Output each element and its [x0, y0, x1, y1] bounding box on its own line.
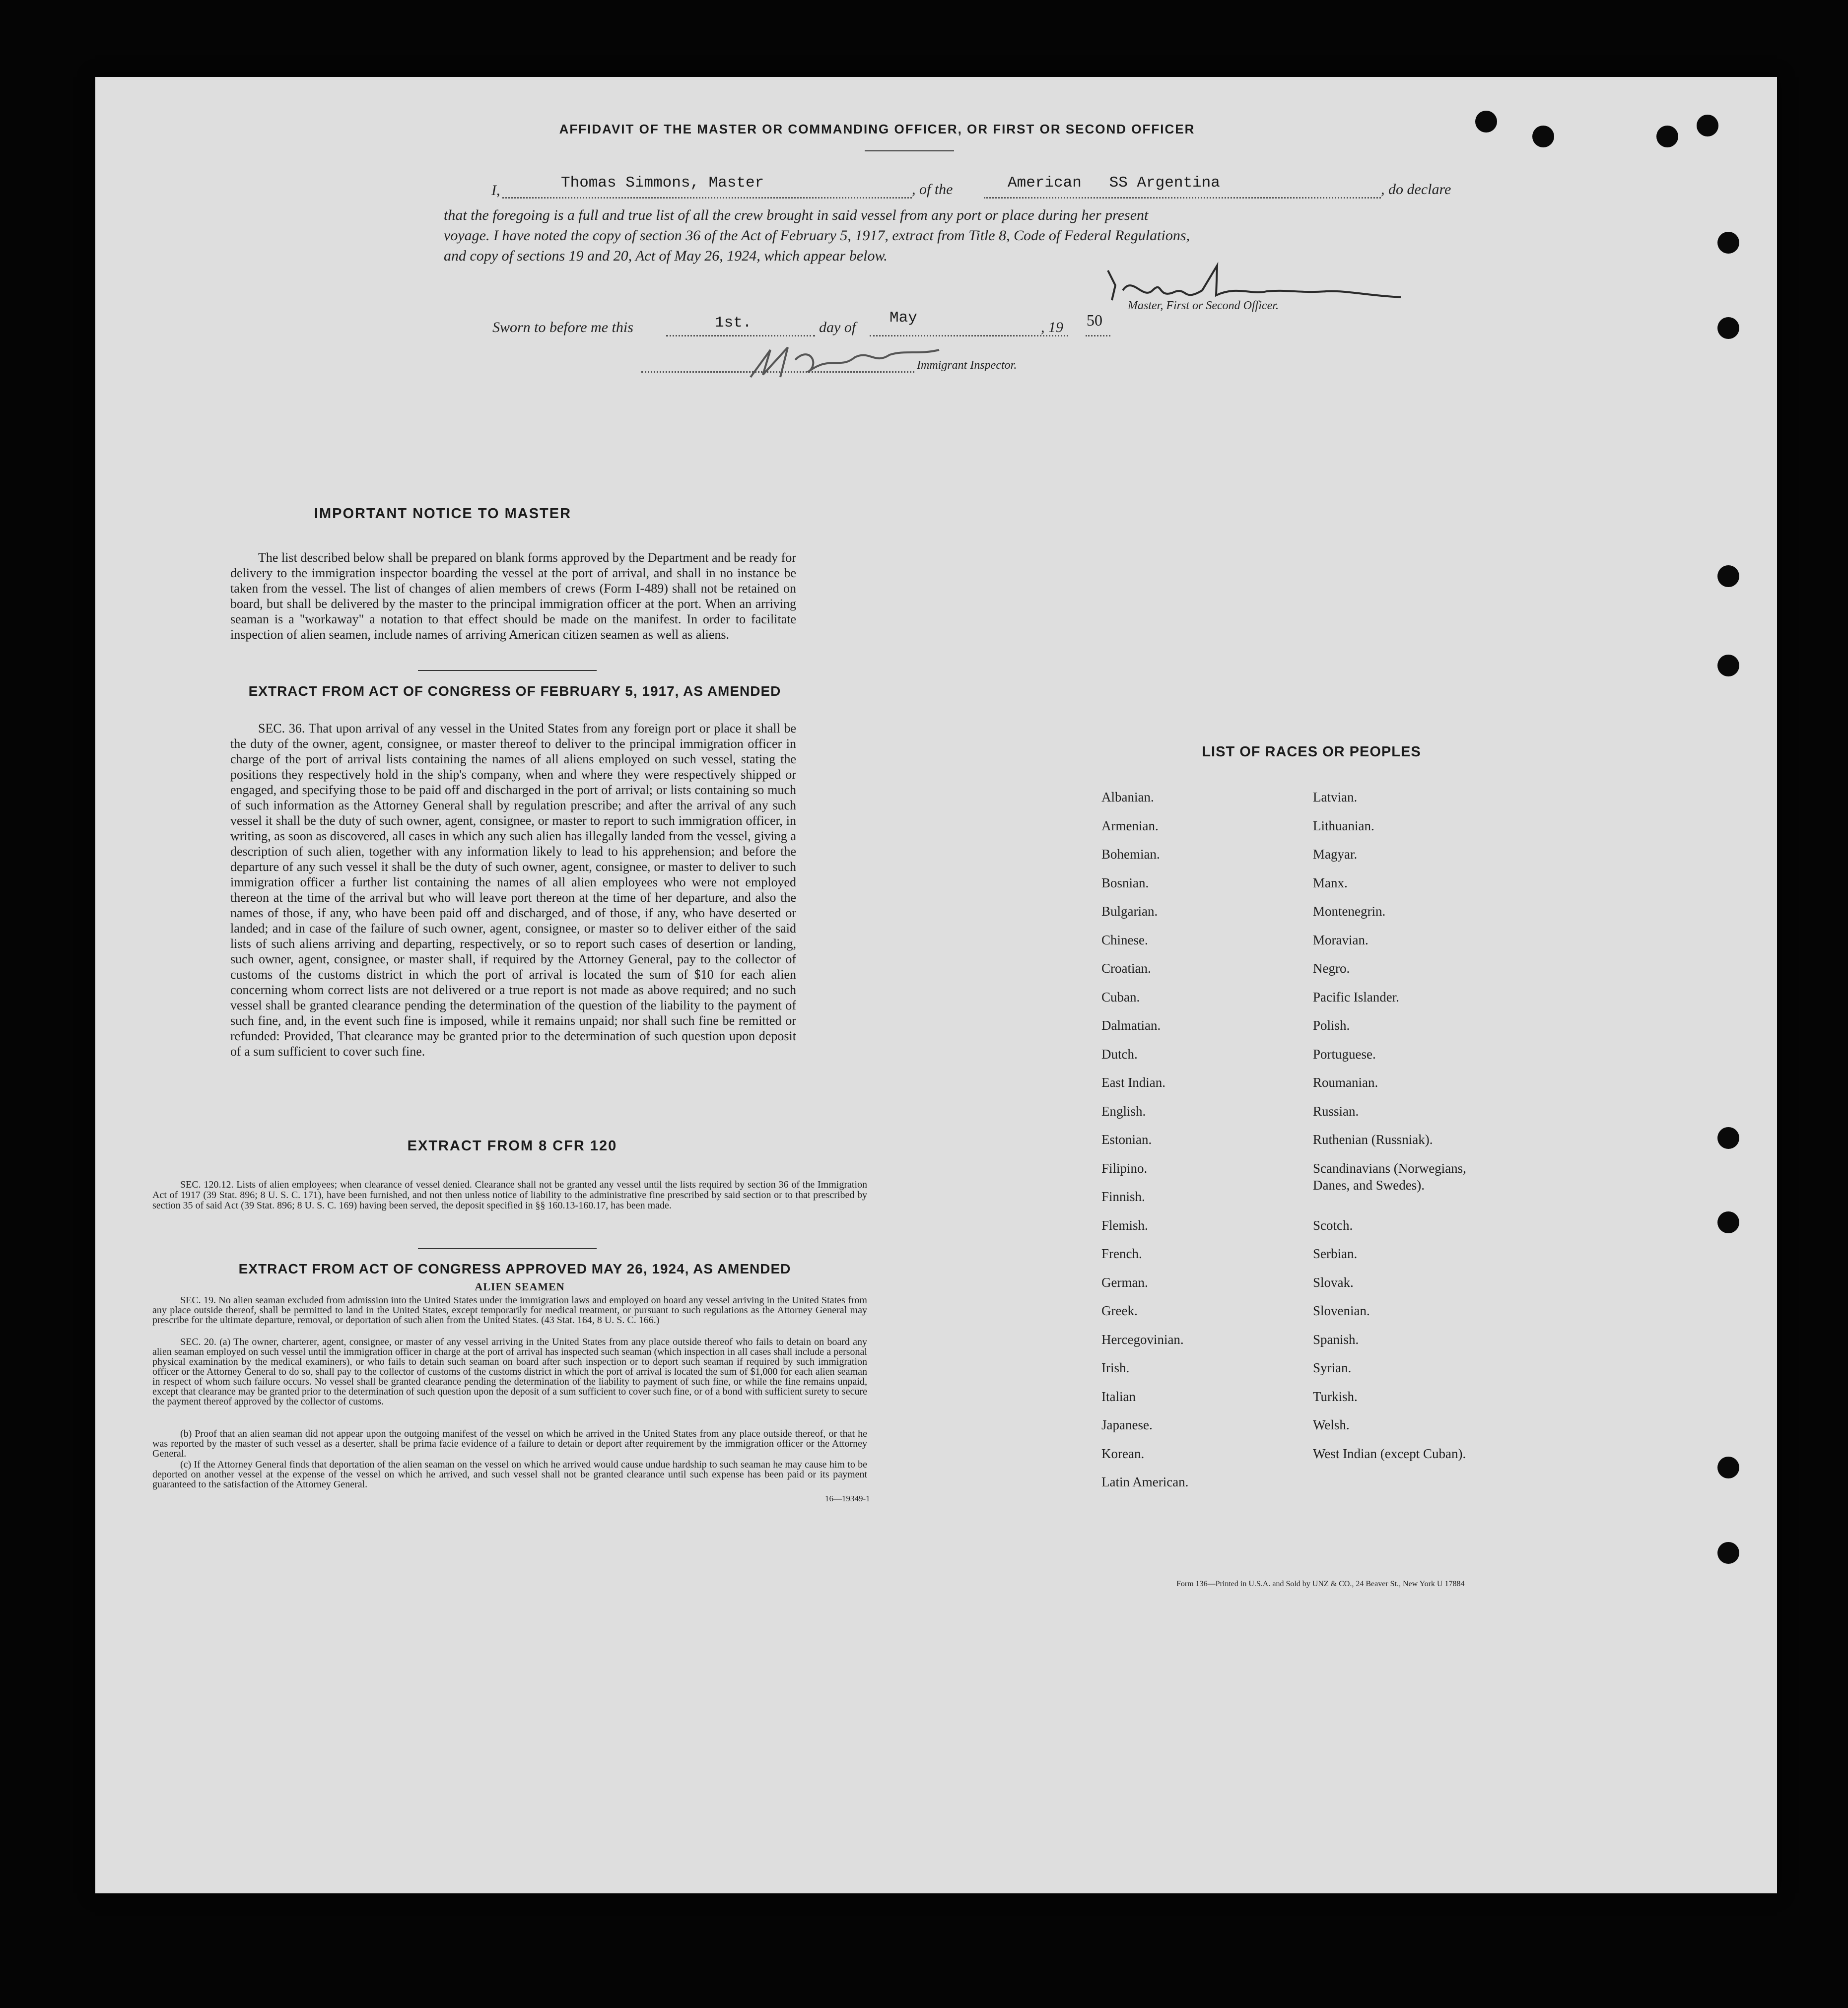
- extract-1924-sec20a: SEC. 20. (a) The owner, charterer, agent, consignee, or master of any vessel arriving in the United States from any place outside thereof who fails to detain on board any alien seaman employed on such vessel until the immigration officer in charge at the port of arrival has inspected such seaman (which inspection in all cases shall include a personal physical examination by the medical examiners), or who fails to detain such seaman on board after such inspection or to deport such seaman if required by such immigration officer or the Attorney General to do so, shall pay to the collector of customs of the customs district in which the port of arrival is located the sum of $1,000 for each alien seaman in respect of whom such failure occurs. No vessel shall be granted clearance pending the determination of the liability to payment of such fine, or while the fine remains unpaid, except that clearance may be granted prior to the determination of such question upon the deposit of a sum sufficient to cover such fine, or of a bond with sufficient surety to secure the payment thereof approved by the collector of customs.: [152, 1337, 867, 1407]
- form-footer-note: Form 136—Printed in U.S.A. and Sold by UNZ & CO., 24 Beaver St., New York U 17884: [1176, 1580, 1465, 1588]
- race-item: Scandinavians (Norwegians, Danes, and Swedes).: [1313, 1160, 1466, 1193]
- race-item: East Indian.: [1101, 1075, 1165, 1090]
- year-prefix: , 19: [1041, 319, 1063, 335]
- race-item: Spanish.: [1313, 1332, 1359, 1347]
- race-item: Negro.: [1313, 961, 1350, 976]
- punch-hole: [1717, 655, 1739, 676]
- race-item: Latin American.: [1101, 1474, 1189, 1489]
- extract-1917-title: EXTRACT FROM ACT OF CONGRESS OF FEBRUARY 5, 1917, AS AMENDED: [248, 683, 781, 699]
- affidavit-title: AFFIDAVIT OF THE MASTER OR COMMANDING OFFICER, OR FIRST OR SECOND OFFICER: [559, 122, 1195, 136]
- race-item: Irish.: [1101, 1360, 1130, 1375]
- sworn-label: Sworn to before me this: [492, 319, 633, 335]
- race-item: Cuban.: [1101, 989, 1140, 1004]
- statement-line: that the foregoing is a full and true list of all the crew brought in said vessel from any port or place during her present: [444, 207, 1149, 223]
- race-item: Russian.: [1313, 1103, 1359, 1119]
- race-item: Syrian.: [1313, 1360, 1352, 1375]
- race-item: Flemish.: [1101, 1217, 1148, 1233]
- race-item: Magyar.: [1313, 847, 1358, 862]
- race-item: Italian: [1101, 1389, 1136, 1404]
- races-title: LIST OF RACES OR PEOPLES: [1202, 744, 1421, 760]
- extract-cfr-text: SEC. 120.12. Lists of alien employees; when clearance of vessel denied. Clearance shall not be granted any vessel until the lists required by section 36 of the Immigration Act of 1917 (39 Stat. 896; 8 U. S. C. 171), have been furnished, and not then unless notice of liability to the administrative fine prescribed by said section or to that prescribed by section 35 of said Act (39 Stat. 896; 8 U. S. C. 169) having been served, the deposit specified in §§ 160.13-160.17, has been made.: [152, 1179, 867, 1211]
- sworn-month: May: [890, 309, 917, 327]
- race-item: Roumanian.: [1313, 1075, 1378, 1090]
- form-code: 16—19349-1: [825, 1494, 870, 1503]
- punch-hole: [1717, 565, 1739, 587]
- document-page: [95, 77, 1777, 1893]
- statement-line: and copy of sections 19 and 20, Act of May 26, 1924, which appear below.: [444, 248, 888, 264]
- punch-hole: [1475, 111, 1497, 133]
- race-item: Bosnian.: [1101, 875, 1149, 890]
- race-item: Bohemian.: [1101, 847, 1160, 862]
- race-item: Filipino.: [1101, 1160, 1148, 1176]
- punch-hole: [1717, 1127, 1739, 1149]
- race-item: English.: [1101, 1103, 1146, 1119]
- master-caption: Master, First or Second Officer.: [1128, 299, 1279, 312]
- punch-hole: [1717, 1542, 1739, 1564]
- race-item: German.: [1101, 1274, 1148, 1290]
- race-item: Polish.: [1313, 1018, 1350, 1033]
- sworn-day: 1st.: [715, 314, 752, 332]
- race-item: Lithuanian.: [1313, 818, 1374, 833]
- punch-hole: [1697, 115, 1718, 136]
- race-item: Welsh.: [1313, 1417, 1350, 1432]
- race-item: Bulgarian.: [1101, 904, 1158, 919]
- race-item: Pacific Islander.: [1313, 989, 1399, 1004]
- punch-hole: [1717, 317, 1739, 339]
- race-item: Montenegrin.: [1313, 904, 1386, 919]
- year-line: [1086, 335, 1110, 336]
- race-item: Moravian.: [1313, 932, 1369, 947]
- divider: [865, 150, 954, 151]
- extract-1924-sec20c: (c) If the Attorney General finds that deportation of the alien seaman on the vessel on which he arrived would cause undue hardship to such seaman he may cause him to be deported on another vessel at the expense of the vessel on which he arrived, and such vessel shall not be granted clearance until such expense has been paid or its payment guaranteed to the satisfaction of the Attorney General.: [152, 1459, 867, 1490]
- race-item: Chinese.: [1101, 932, 1148, 947]
- vessel-name: American SS Argentina: [1008, 174, 1220, 192]
- race-item: West Indian (except Cuban).: [1313, 1446, 1466, 1461]
- race-item: Finnish.: [1101, 1189, 1145, 1204]
- races-column-1: [1101, 789, 1300, 1502]
- race-item: Manx.: [1313, 875, 1348, 890]
- notice-title: IMPORTANT NOTICE TO MASTER: [314, 506, 572, 522]
- punch-hole: [1717, 232, 1739, 254]
- punch-hole: [1532, 126, 1554, 147]
- punch-hole: [1656, 126, 1678, 147]
- notice-text: The list described below shall be prepared on blank forms approved by the Department and be ready for delivery to the immigration inspector boarding the vessel at the port of arrival, and shall in no instance be taken from the vessel. The list of changes of alien members of crews (Form I-489) shall not be retained on board, but shall be delivered by the master to the principal immigration officer at the port. When an arriving seaman is a "workaway" a notation to that effect should be made on the manifest. In order to facilitate inspection of alien seamen, include names of arriving American citizen seamen as well as aliens.: [230, 550, 796, 642]
- extract-1924-title: EXTRACT FROM ACT OF CONGRESS APPROVED MAY 26, 1924, AS AMENDED: [238, 1261, 791, 1276]
- inspector-line: [641, 371, 914, 373]
- i-label: I,: [491, 182, 500, 199]
- race-item: Slovak.: [1313, 1274, 1354, 1290]
- inspector-caption: Immigrant Inspector.: [917, 359, 1017, 372]
- race-item: Serbian.: [1313, 1246, 1358, 1261]
- extract-1924-sec19: SEC. 19. No alien seaman excluded from admission into the United States under the immigration laws and employed on board any vessel arriving in the United States from any place outside thereof, shall be permitted to land in the United States, except temporarily for medical treatment, or pursuant to such regulations as the Attorney General may prescribe for the ultimate departure, removal, or deportation of such alien from the United States. (43 Stat. 164, 8 U. S. C. 166.): [152, 1295, 867, 1326]
- extract-1924-subtitle: ALIEN SEAMEN: [475, 1280, 565, 1293]
- extract-1917-text: SEC. 36. That upon arrival of any vessel in the United States from any foreign port or place it shall be the duty of the owner, agent, consignee, or master thereof to deliver to the principal immigration officer in charge of the port of arrival lists containing the names of all aliens employed on such vessel, stating the positions they respectively hold in the ship's company, when and where they were respectively shipped or engaged, and specifying those to be paid off and discharged in the port of arrival; or lists containing so much of such information as the Attorney General shall by regulation prescribe; and after the arrival of any such vessel it shall be the duty of such owner, agent, consignee, or master to report to such immigration officer, in writing, as soon as discovered, all cases in which any such alien has illegally landed from the vessel, giving a description of such alien, together with any information likely to lead to his apprehension; and before the departure of any such vessel it shall be the duty of such owner, agent, consignee, or master to deliver to such immigration officer a further list containing the names of all alien employees who were not employed thereon at the time of the arrival but who will leave port thereon at the time of her departure, and also the names of those, if any, who have been paid off and discharged, and of those, if any, who have deserted or landed; and in case of the failure of such owner, agent, consignee, or master so to deliver either of the said lists of such aliens arriving and departing, respectively, or so to report such cases of desertion or landing, such owner, agent, consignee, or master shall, if required by the Attorney General, pay to the collector of customs of the customs district in which the port of arrival is located the sum of $10 for each alien concerning whom correct lists are not delivered or a true report is not made as above required; and no such vessel shall be granted clearance pending the determination of the question of the liability to the payment of such fine, and, in the event such fine is imposed, while it remains unpaid; nor shall such fine be remitted or refunded: Provided, That clearance may be granted prior to the determination of such question upon deposit of a sum sufficient to cover such fine.: [230, 721, 796, 1059]
- race-item: Ruthenian (Russniak).: [1313, 1132, 1433, 1147]
- races-column-2: [1313, 789, 1571, 1473]
- race-item: Latvian.: [1313, 790, 1358, 804]
- declarant-name: Thomas Simmons, Master: [561, 174, 764, 192]
- divider: [418, 1248, 597, 1249]
- punch-hole: [1717, 1211, 1739, 1233]
- statement-line: voyage. I have noted the copy of section 36 of the Act of February 5, 1917, extract from Title 8, Code of Federal Regulations,: [444, 227, 1190, 244]
- race-item: Dalmatian.: [1101, 1018, 1161, 1033]
- declare-label: , do declare: [1381, 181, 1451, 198]
- race-item: Hercegovinian.: [1101, 1332, 1184, 1347]
- race-item: Armenian.: [1101, 818, 1159, 833]
- sworn-year: 50: [1087, 311, 1102, 329]
- race-item: Estonian.: [1101, 1132, 1152, 1147]
- race-item: Scotch.: [1313, 1217, 1353, 1233]
- race-item: Portuguese.: [1313, 1046, 1376, 1062]
- race-item: Korean.: [1101, 1446, 1145, 1461]
- extract-1924-sec20b: (b) Proof that an alien seaman did not appear upon the outgoing manifest of the vessel on which he arrived in the United States from any place outside thereof, or that he was reported by the master of such vessel as a deserter, shall be prima facie evidence of a failure to detain or deport after requirement by the immigration officer or the Attorney General.: [152, 1428, 867, 1459]
- race-item: Slovenian.: [1313, 1303, 1370, 1318]
- vessel-line: [984, 197, 1381, 199]
- punch-hole: [1717, 1457, 1739, 1478]
- race-item: Greek.: [1101, 1303, 1138, 1318]
- extract-cfr-title: EXTRACT FROM 8 CFR 120: [407, 1138, 617, 1154]
- race-item: Turkish.: [1313, 1389, 1358, 1404]
- race-item: Croatian.: [1101, 961, 1151, 976]
- race-item: Japanese.: [1101, 1417, 1153, 1432]
- declarant-line: [502, 197, 912, 199]
- divider: [418, 670, 597, 671]
- day-of-label: day of: [819, 319, 856, 335]
- race-item: Albanian.: [1101, 790, 1154, 804]
- race-item: French.: [1101, 1246, 1142, 1261]
- of-the-label: , of the: [912, 181, 953, 198]
- race-item: Dutch.: [1101, 1046, 1138, 1062]
